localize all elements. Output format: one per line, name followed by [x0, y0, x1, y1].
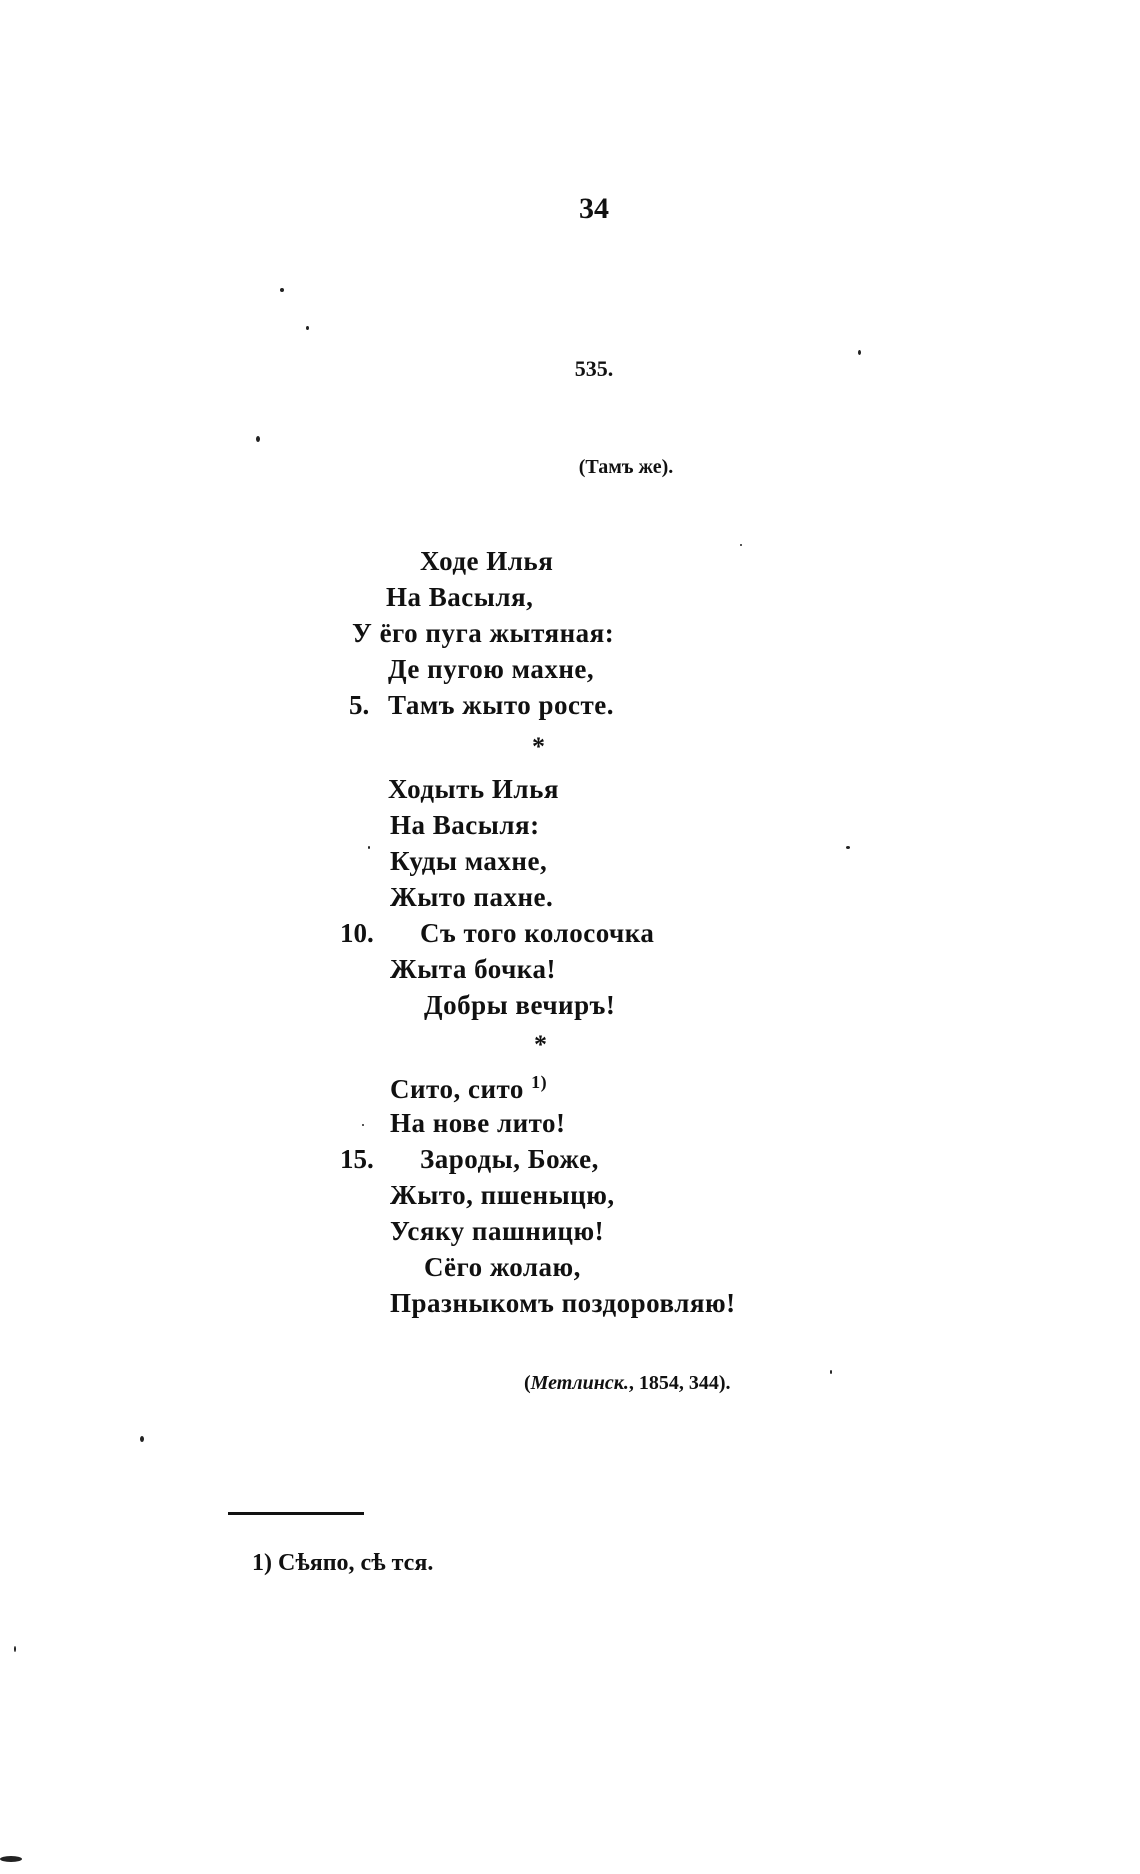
verse-line-4: Де пугою махне,: [388, 654, 595, 684]
scan-speck: [858, 350, 861, 355]
verse-line-2: На Васыля,: [386, 582, 534, 612]
song-number: 535.: [574, 356, 614, 381]
footnote: 1) Сѣяпо, сѣ тся.: [252, 1550, 434, 1576]
source-reference-bottom: (Метлинск., 1854, 344).: [524, 1372, 731, 1394]
verse-line-1: Ходе Илья: [420, 546, 554, 576]
verse-line-5: Тамъ жыто росте.: [388, 690, 615, 720]
verse-line-18: Сёго жолаю,: [424, 1252, 581, 1282]
line-number-15: 15.: [340, 1144, 374, 1174]
scan-speck: [256, 436, 260, 442]
scan-speck: [0, 1856, 22, 1862]
source-rest: , 1854, 344).: [628, 1372, 731, 1394]
verse-line-3: У ёго пуга жытяная:: [352, 618, 615, 648]
stanza-separator-1: *: [532, 732, 545, 761]
verse-line-19: Празныкомъ поздоровляю!: [390, 1288, 736, 1318]
source-reference-top: (Тамъ же).: [578, 456, 674, 478]
verse-line-9: Жыто пахне.: [390, 882, 554, 912]
verse-line-13: [390, 1072, 547, 1105]
verse-line-17: Усяку пашницю!: [390, 1216, 605, 1246]
scan-speck: [368, 846, 370, 849]
line-number-10: 10.: [340, 918, 374, 948]
verse-line-16: Жыто, пшеныцю,: [390, 1180, 615, 1210]
verse-line-6: Ходыть Илья: [388, 774, 559, 804]
page-number: 34: [579, 192, 609, 225]
footnote-marker: 1): [531, 1072, 548, 1092]
scan-speck: [280, 288, 284, 292]
footnote-rule: [228, 1512, 364, 1515]
verse-line-12: Добры вечиръ!: [424, 990, 616, 1020]
scan-speck: [14, 1646, 16, 1652]
stanza-separator-2: *: [534, 1030, 547, 1059]
verse-line-11: Жыта бочка!: [390, 954, 556, 984]
source-author: Метлинск.: [530, 1372, 629, 1394]
verse-line-8: Куды махне,: [390, 846, 548, 876]
scan-speck: [846, 846, 850, 849]
scan-speck: [306, 326, 309, 330]
verse-line-10: Съ того колосочка: [420, 918, 655, 948]
scan-speck: [140, 1436, 144, 1442]
line-number-5: 5.: [349, 690, 370, 720]
verse-line-14: На нове лито!: [390, 1108, 566, 1138]
scan-speck: [740, 544, 742, 546]
scan-speck: [830, 1370, 832, 1374]
scan-speck: [362, 1124, 364, 1126]
verse-line-7: На Васыля:: [390, 810, 540, 840]
verse-line-15: Зароды, Боже,: [420, 1144, 599, 1174]
verse-line-13-text: Сито, сито: [390, 1074, 524, 1104]
